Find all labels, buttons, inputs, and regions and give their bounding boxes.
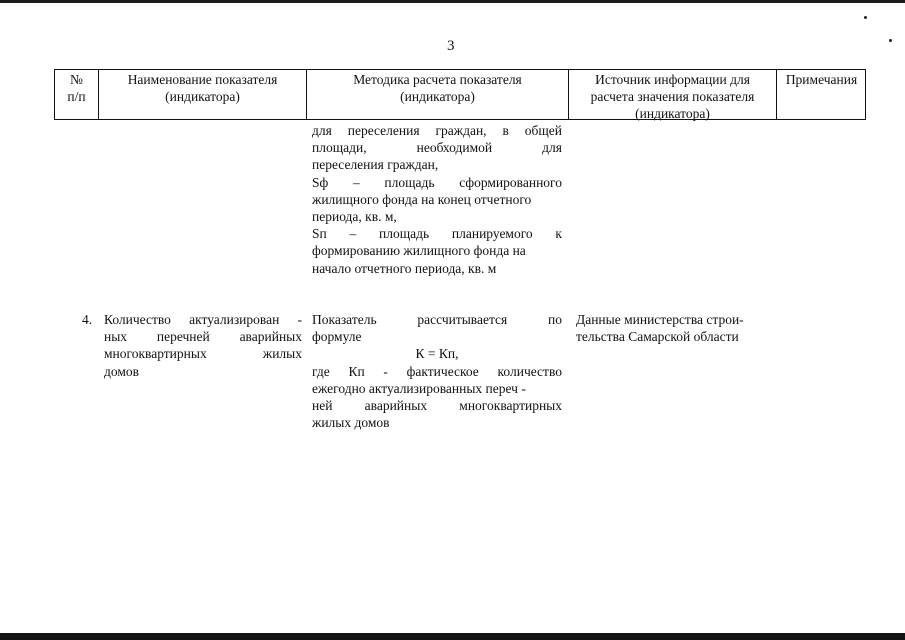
text-line: жилых домов [312, 415, 390, 431]
header-note-line: Примечания [785, 72, 858, 87]
text-line: переселения граждан, [312, 157, 439, 173]
header-name-line: (индикатора) [165, 89, 240, 104]
text-line: Sф – площадь сформированного [312, 174, 562, 190]
scan-speck [889, 39, 892, 42]
text-line: домов [104, 363, 140, 379]
header-method [307, 71, 568, 105]
row4-num: 4. [82, 312, 93, 327]
row4-name [104, 311, 302, 380]
header-source-line: Источник информации для [595, 72, 750, 87]
header-source [569, 71, 776, 122]
row4-source [576, 311, 776, 345]
formula: К = Кп, [415, 346, 459, 362]
header-num [55, 71, 98, 105]
scan-bottom-edge [0, 633, 905, 640]
text-line: формуле [312, 329, 362, 345]
text-line: многоквартирных жилых [104, 346, 302, 362]
text-line: ежегодно актуализированных переч - [312, 380, 526, 396]
header-method-line: Методика расчета показателя [353, 72, 522, 87]
header-note [777, 71, 866, 88]
header-method-line: (индикатора) [400, 89, 475, 104]
text-line: Показатель рассчитывается по [312, 312, 562, 327]
text-line: Количество актуализирован - [104, 312, 302, 327]
text-line: где Кп - фактическое количество [312, 363, 562, 379]
header-num-line: п/п [67, 89, 86, 104]
text-line: Данные министерства строи- [576, 312, 744, 327]
header-name-line: Наименование показателя [127, 72, 278, 87]
text-line: для переселения граждан, в общей [312, 123, 562, 138]
text-line: начало отчетного периода, кв. м [312, 260, 497, 276]
row4-method [312, 311, 562, 431]
header-num-line: № [70, 72, 83, 87]
text-line: ных перечней аварийных [104, 329, 302, 345]
header-name [99, 71, 306, 105]
text-line: тельства Самарской области [576, 329, 739, 345]
scan-top-edge [0, 0, 905, 3]
continuation-text [312, 122, 562, 277]
text-line: формированию жилищного фонда на [312, 243, 526, 259]
scan-speck [864, 16, 867, 19]
text-line: площади, необходимой для [312, 140, 562, 156]
page-number: 3 [447, 38, 455, 54]
header-source-line: расчета значения показателя [590, 89, 755, 104]
text-line: ней аварийных многоквартирных [312, 398, 562, 414]
text-line: жилищного фонда на конец отчетного [312, 191, 532, 207]
header-source-line: (индикатора) [635, 106, 710, 121]
text-line: периода, кв. м, [312, 209, 397, 225]
text-line: Sп – площадь планируемого к [312, 226, 562, 242]
